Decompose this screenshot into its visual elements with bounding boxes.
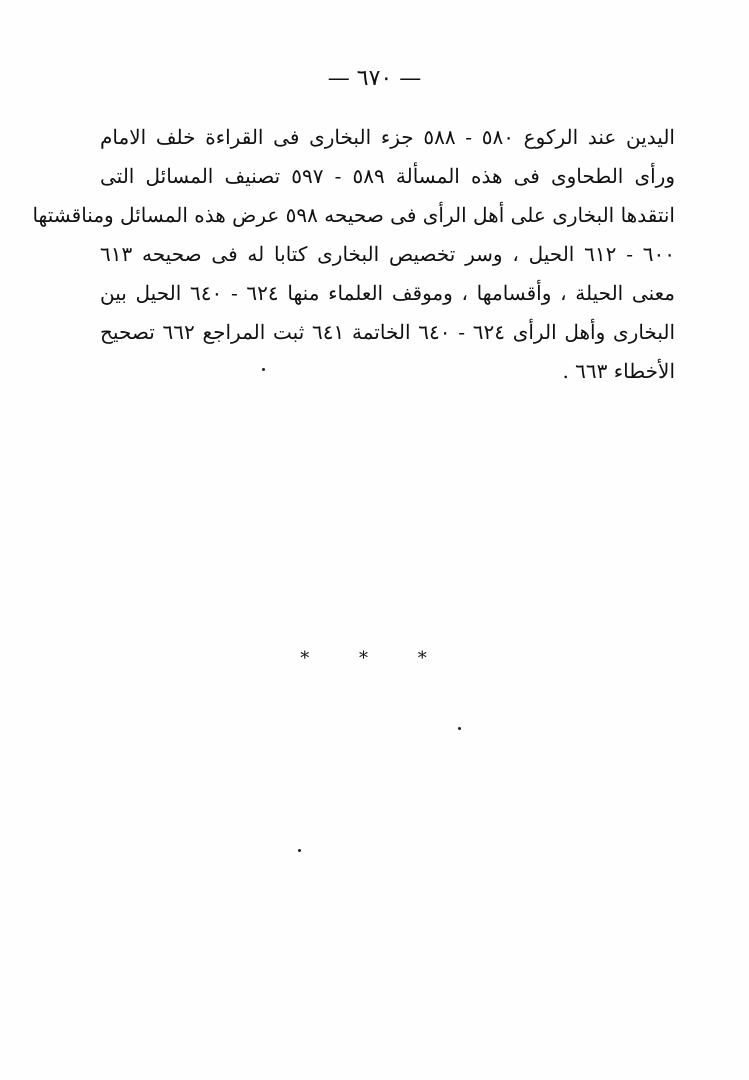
print-speck [298, 849, 301, 852]
index-paragraph [32, 118, 676, 391]
text-line-1: اليدين عند الركوع ٥٨٠ - ٥٨٨ جزء البخارى فى القراءة خلف الامام [100, 125, 675, 149]
text-line-2: ورأى الطحاوى فى هذه المسألة ٥٨٩ - ٥٩٧ تصنيف المسائل التى [100, 164, 675, 188]
text-line-3: انتقدها البخارى على أهل الرأى فى صحيحه ٥٩٨ عرض هذه المسائل ومناقشتها [32, 203, 675, 227]
print-speck [262, 368, 265, 371]
text-line-7: الأخطاء ٦٦٣ . [562, 359, 675, 383]
section-ornament: * * * [300, 648, 449, 669]
text-line-5: معنى الحيلة ، وأقسامها ، وموقف العلماء منها ٦٢٤ - ٦٤٠ الحيل بين [100, 281, 675, 305]
text-line-6: البخارى وأهل الرأى ٦٢٤ - ٦٤٠ الخاتمة ٦٤١ ثبت المراجع ٦٦٢ تصحيح [100, 320, 676, 344]
page-number: — ٦٧٠ — [327, 66, 422, 91]
print-speck [458, 727, 461, 730]
text-line-4: ٦٠٠ - ٦١٢ الحيل ، وسر تخصيص البخارى كتابا له فى صحيحه ٦١٣ [100, 242, 675, 266]
